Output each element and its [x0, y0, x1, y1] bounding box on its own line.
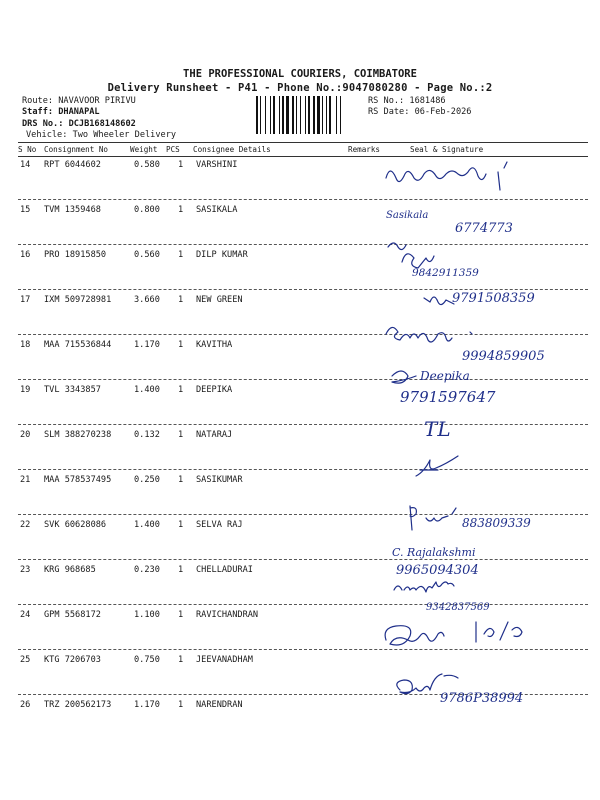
- cell-consignment-no: PRO 18915850: [44, 250, 107, 260]
- cell-consignee: NATARAJ: [196, 430, 233, 440]
- cell-sno: 25: [20, 655, 31, 665]
- cell-pcs: 1: [178, 250, 184, 260]
- cell-weight: 1.400: [134, 520, 160, 530]
- table-row: [18, 250, 588, 290]
- cell-pcs: 1: [178, 385, 184, 395]
- cell-consignment-no: SLM 388270238: [44, 430, 112, 440]
- cell-pcs: 1: [178, 430, 184, 440]
- row-divider: [18, 379, 588, 380]
- cell-sno: 22: [20, 520, 31, 530]
- barcode: [256, 96, 360, 134]
- rs-date: RS Date: 06-Feb-2026: [368, 107, 472, 117]
- table-row: [18, 475, 588, 515]
- cell-weight: 0.230: [134, 565, 160, 575]
- cell-consignee: NEW GREEN: [196, 295, 243, 305]
- cell-pcs: 1: [178, 340, 184, 350]
- cell-consignee: CHELLADURAI: [196, 565, 253, 575]
- table-row: [18, 205, 588, 245]
- table-row: [18, 385, 588, 425]
- row-divider: [18, 334, 588, 335]
- table-row: [18, 295, 588, 335]
- table-row: [18, 340, 588, 380]
- handwriting-r18-phone: 9994859905: [462, 349, 545, 364]
- cell-pcs: 1: [178, 295, 184, 305]
- cell-sno: 24: [20, 610, 31, 620]
- cell-consignment-no: TVL 3343857: [44, 385, 101, 395]
- cell-weight: 1.100: [134, 610, 160, 620]
- handwriting-r23-name: C. Rajalakshmi: [392, 546, 476, 559]
- table-row: [18, 610, 588, 650]
- col-seal: Seal & Signature: [410, 145, 484, 154]
- row-divider: [18, 244, 588, 245]
- drs-number: DRS No.: DCJB168148602: [22, 119, 136, 129]
- cell-sno: 26: [20, 700, 31, 710]
- rs-number: RS No.: 1681486: [368, 96, 446, 106]
- cell-pcs: 1: [178, 520, 184, 530]
- cell-consignment-no: MAA 578537495: [44, 475, 112, 485]
- handwriting-r20: TL: [424, 417, 451, 441]
- cell-sno: 20: [20, 430, 31, 440]
- handwriting-r17-phone: 9791508359: [452, 291, 535, 306]
- handwriting-r19-phone: 9791597647: [400, 388, 496, 406]
- route-label: Route: NAVAVOOR PIRIVU: [22, 96, 136, 106]
- cell-pcs: 1: [178, 565, 184, 575]
- handwriting-r15-phone: 6774773: [455, 221, 513, 236]
- col-sno: S No: [18, 145, 37, 154]
- cell-sno: 21: [20, 475, 31, 485]
- row-divider: [18, 514, 588, 515]
- cell-sno: 17: [20, 295, 31, 305]
- cell-consignment-no: GPM 5568172: [44, 610, 101, 620]
- row-divider: [18, 289, 588, 290]
- cell-consignee: SASIKALA: [196, 205, 238, 215]
- cell-consignee: NARENDRAN: [196, 700, 243, 710]
- col-pcs: PCS: [166, 145, 180, 154]
- table-top-rule: [18, 142, 588, 143]
- table-row: [18, 565, 588, 605]
- table-row: [18, 700, 588, 740]
- row-divider: [18, 694, 588, 695]
- cell-consignment-no: RPT 6044602: [44, 160, 101, 170]
- handwriting-r22-phone: 883809339: [462, 516, 531, 530]
- cell-consignee: KAVITHA: [196, 340, 233, 350]
- table-header-rule: [18, 156, 588, 157]
- cell-weight: 1.400: [134, 385, 160, 395]
- cell-sno: 14: [20, 160, 31, 170]
- cell-consignment-no: MAA 715536844: [44, 340, 112, 350]
- col-consignment: Consignment No: [44, 145, 109, 154]
- cell-weight: 1.170: [134, 700, 160, 710]
- table-row: [18, 655, 588, 695]
- table-row: [18, 430, 588, 470]
- col-consignee: Consignee Details: [193, 145, 271, 154]
- vehicle-label: Vehicle: Two Wheeler Delivery: [26, 130, 177, 140]
- cell-consignee: SASIKUMAR: [196, 475, 243, 485]
- row-divider: [18, 199, 588, 200]
- row-divider: [18, 424, 588, 425]
- cell-consignment-no: TRZ 200562173: [44, 700, 112, 710]
- company-title: THE PROFESSIONAL COURIERS, COIMBATORE: [183, 68, 417, 80]
- handwriting-r23-phone: 9965094304: [396, 563, 479, 578]
- cell-consignee: SELVA RAJ: [196, 520, 243, 530]
- cell-weight: 0.560: [134, 250, 160, 260]
- cell-weight: 0.132: [134, 430, 160, 440]
- cell-consignee: DEEPIKA: [196, 385, 233, 395]
- cell-weight: 1.170: [134, 340, 160, 350]
- cell-sno: 15: [20, 205, 31, 215]
- cell-consignment-no: SVK 60628086: [44, 520, 107, 530]
- runsheet-subtitle: Delivery Runsheet - P41 - Phone No.:9047080280 - Page No.:2: [107, 82, 493, 94]
- cell-sno: 16: [20, 250, 31, 260]
- staff-label: Staff: DHANAPAL: [22, 107, 100, 117]
- cell-pcs: 1: [178, 160, 184, 170]
- cell-pcs: 1: [178, 700, 184, 710]
- col-weight: Weight: [130, 145, 158, 154]
- handwriting-r19-name: Deepika: [420, 369, 470, 383]
- handwriting-r16-phone: 9842911359: [412, 267, 479, 279]
- cell-sno: 19: [20, 385, 31, 395]
- cell-sno: 18: [20, 340, 31, 350]
- cell-weight: 0.750: [134, 655, 160, 665]
- row-divider: [18, 469, 588, 470]
- row-divider: [18, 649, 588, 650]
- handwriting-r15-name: Sasikala: [386, 210, 429, 221]
- cell-pcs: 1: [178, 205, 184, 215]
- cell-pcs: 1: [178, 475, 184, 485]
- table-row: [18, 160, 588, 200]
- cell-weight: 3.660: [134, 295, 160, 305]
- cell-sno: 23: [20, 565, 31, 575]
- cell-consignment-no: KRG 968685: [44, 565, 96, 575]
- cell-consignment-no: TVM 1359468: [44, 205, 101, 215]
- cell-consignment-no: IXM 509728981: [44, 295, 112, 305]
- row-divider: [18, 604, 588, 605]
- col-remarks: Remarks: [348, 145, 381, 154]
- cell-consignee: DILP KUMAR: [196, 250, 248, 260]
- cell-weight: 0.800: [134, 205, 160, 215]
- cell-weight: 0.250: [134, 475, 160, 485]
- cell-consignment-no: KTG 7206703: [44, 655, 101, 665]
- cell-weight: 0.580: [134, 160, 160, 170]
- table-row: [18, 520, 588, 560]
- cell-consignee: RAVICHANDRAN: [196, 610, 259, 620]
- cell-pcs: 1: [178, 610, 184, 620]
- handwriting-r26-phone: 9786P38994: [440, 691, 524, 706]
- cell-consignee: JEEVANADHAM: [196, 655, 253, 665]
- row-divider: [18, 559, 588, 560]
- cell-consignee: VARSHINI: [196, 160, 238, 170]
- handwriting-r24-phone: 9342837569: [426, 602, 490, 613]
- cell-pcs: 1: [178, 655, 184, 665]
